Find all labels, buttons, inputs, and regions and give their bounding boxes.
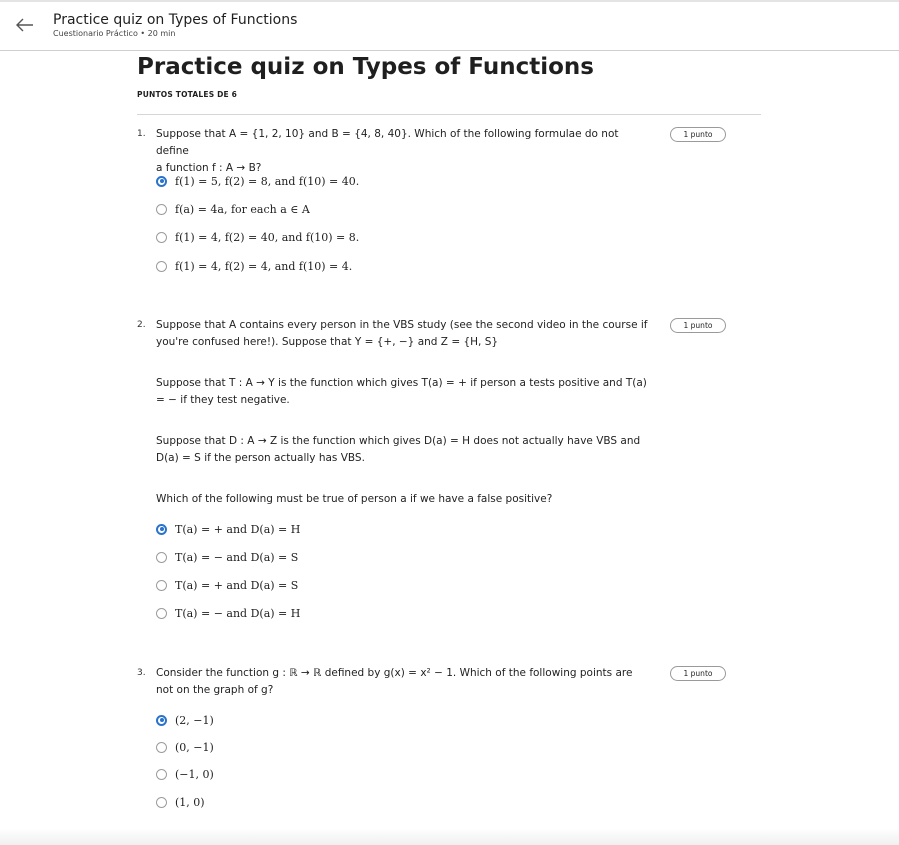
question-2-points-badge: 1 punto <box>670 318 726 333</box>
radio-button-selected[interactable] <box>156 524 167 535</box>
question-1-line-2: a function f : A → B? <box>156 162 262 174</box>
question-1-option-4[interactable] <box>156 257 352 275</box>
radio-button[interactable] <box>156 608 167 619</box>
question-2-prompt: Which of the following must be true of person a if we have a false positive? <box>156 493 553 505</box>
option-label: T(a) = + and D(a) = S <box>175 578 299 592</box>
header-title: Practice quiz on Types of Functions <box>53 12 298 28</box>
question-1-number: 1. <box>137 129 146 139</box>
radio-button[interactable] <box>156 769 167 780</box>
option-label: (−1, 0) <box>175 767 214 781</box>
header-subtitle: Cuestionario Práctico • 20 min <box>53 29 176 38</box>
question-1-option-3[interactable] <box>156 228 359 246</box>
question-2-option-2[interactable] <box>156 548 298 566</box>
bottom-shadow <box>0 828 899 845</box>
question-3-line-2: not on the graph of g? <box>156 684 274 696</box>
question-2-number: 2. <box>137 320 146 330</box>
radio-button[interactable] <box>156 552 167 563</box>
question-2-option-4[interactable] <box>156 604 300 622</box>
radio-button[interactable] <box>156 797 167 808</box>
question-3-option-1[interactable] <box>156 711 214 729</box>
question-2-option-1[interactable] <box>156 520 300 538</box>
option-label: T(a) = + and D(a) = H <box>175 522 301 536</box>
question-1-line-1: Suppose that A = {1, 2, 10} and B = {4, 8, 40}. Which of the following formulae do not define <box>156 128 619 157</box>
question-2-paragraph-3: Suppose that D : A → Z is the function which gives D(a) = H does not actually have VBS and D(a) = S if the person actually has VBS. <box>156 435 641 464</box>
option-label: T(a) = − and D(a) = S <box>175 550 299 564</box>
radio-button[interactable] <box>156 580 167 591</box>
page-title: Practice quiz on Types of Functions <box>137 54 594 80</box>
option-label: f(a) = 4a, for each a ∈ A <box>175 202 310 216</box>
question-2-paragraph-2: Suppose that T : A → Y is the function which gives T(a) = + if person a tests positive and T(a) = − if they test negative. <box>156 377 647 406</box>
question-2-option-3[interactable] <box>156 576 298 594</box>
radio-button[interactable] <box>156 232 167 243</box>
question-3-option-2[interactable] <box>156 738 214 756</box>
radio-button[interactable] <box>156 261 167 272</box>
question-2-paragraph-1: Suppose that A contains every person in the VBS study (see the second video in the course if you're confused here!). Suppose that Y = {+, −} and Z = {H, S} <box>156 319 648 348</box>
question-1-option-1[interactable] <box>156 172 359 190</box>
radio-button[interactable] <box>156 204 167 215</box>
option-label: T(a) = − and D(a) = H <box>175 606 301 620</box>
option-label: (1, 0) <box>175 795 205 809</box>
arrow-left-icon <box>14 14 36 36</box>
back-button[interactable] <box>14 14 36 36</box>
title-divider <box>137 114 761 115</box>
radio-button-selected[interactable] <box>156 176 167 187</box>
radio-button-selected[interactable] <box>156 715 167 726</box>
question-3-option-4[interactable] <box>156 793 205 811</box>
option-label: (2, −1) <box>175 713 214 727</box>
option-label: f(1) = 4, f(2) = 40, and f(10) = 8. <box>175 230 360 244</box>
quiz-header <box>0 2 899 51</box>
radio-button[interactable] <box>156 742 167 753</box>
question-3-text <box>156 665 651 699</box>
question-3-option-3[interactable] <box>156 765 214 783</box>
option-label: (0, −1) <box>175 740 214 754</box>
points-total: PUNTOS TOTALES DE 6 <box>137 90 238 99</box>
option-label: f(1) = 5, f(2) = 8, and f(10) = 40. <box>175 174 360 188</box>
question-3-number: 3. <box>137 668 146 678</box>
question-1-text <box>156 126 651 177</box>
question-3-points-badge: 1 punto <box>670 666 726 681</box>
question-3-line-1: Consider the function g : ℝ → ℝ defined by g(x) = x² − 1. Which of the following points are <box>156 667 633 679</box>
option-label: f(1) = 4, f(2) = 4, and f(10) = 4. <box>175 259 353 273</box>
question-1-points-badge: 1 punto <box>670 127 726 142</box>
question-1-option-2[interactable] <box>156 200 310 218</box>
